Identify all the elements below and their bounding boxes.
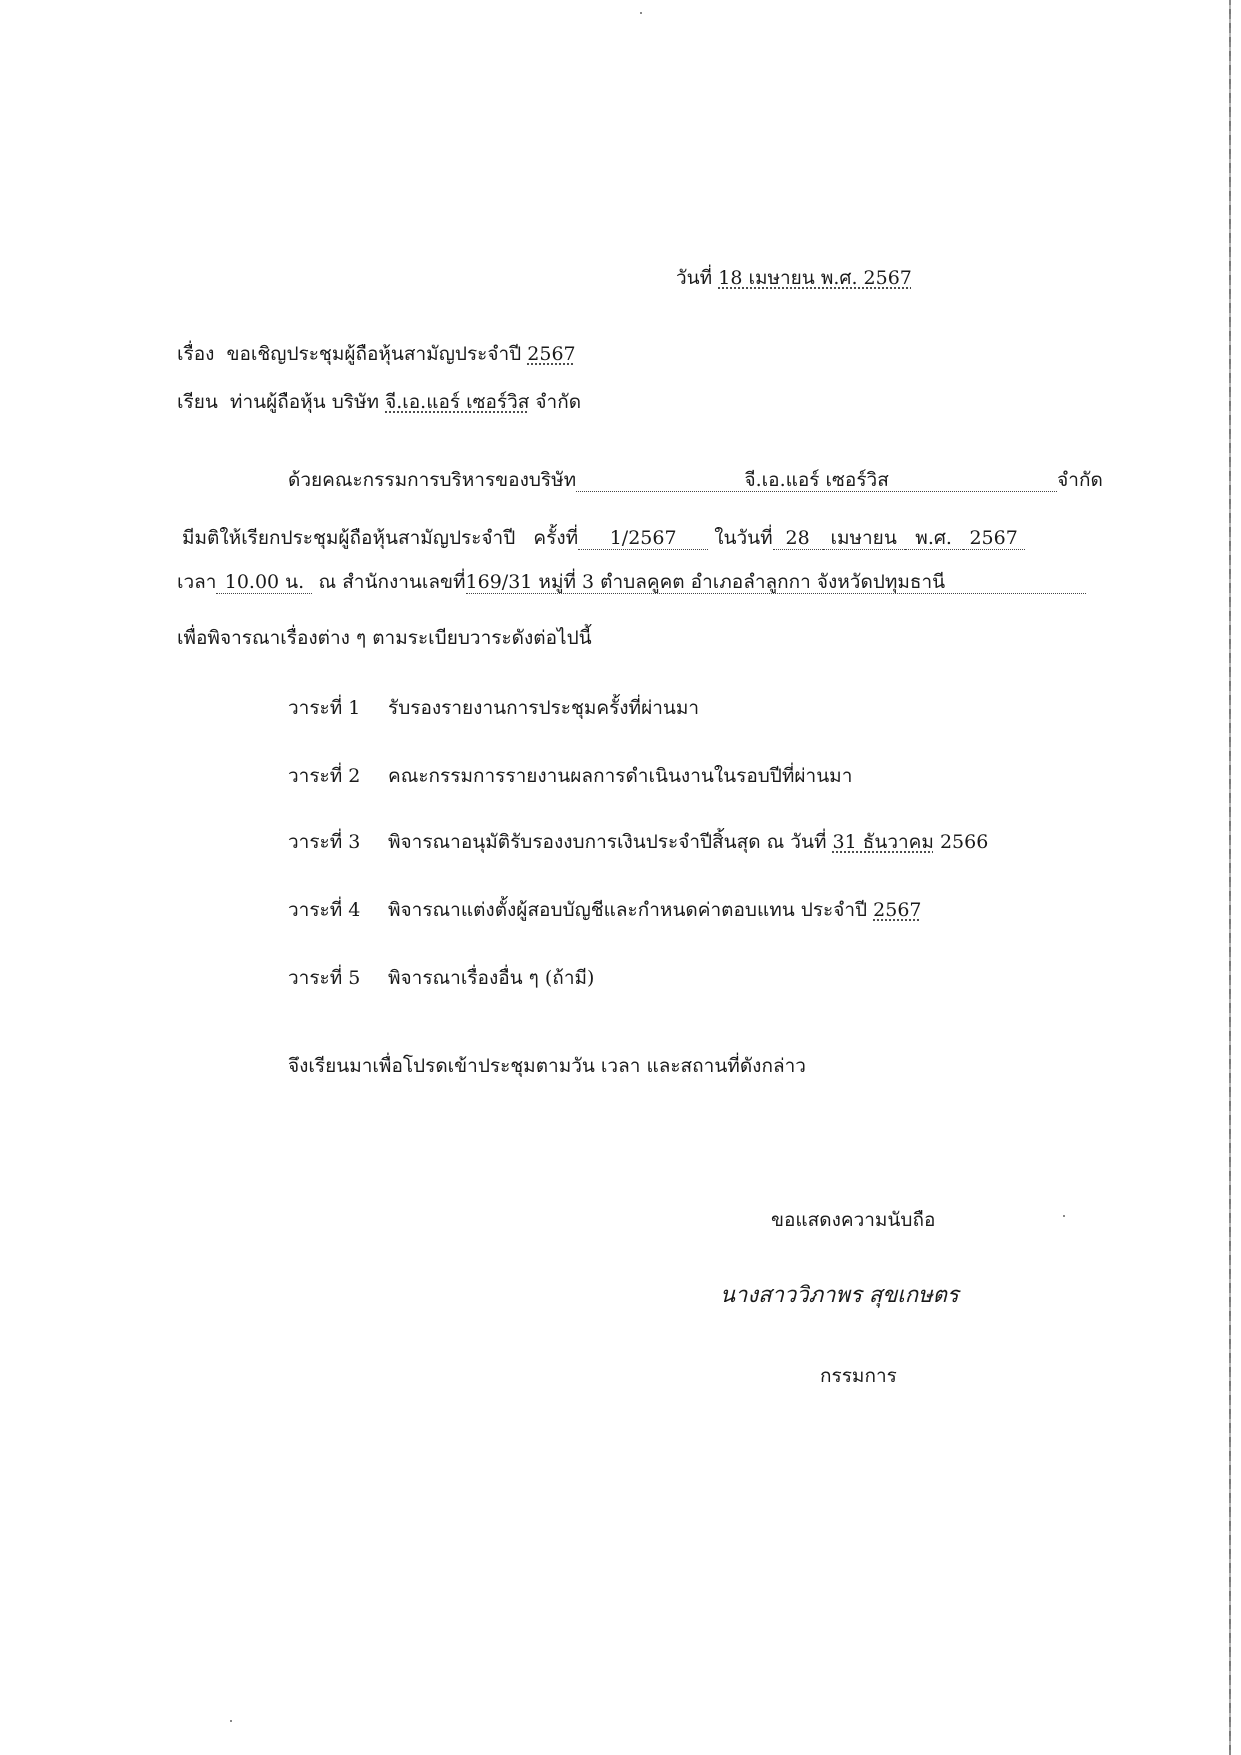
closing-text: จึงเรียนมาเพื่อโปรดเข้าประชุมตามวัน เวลา และสถานที่ดังกล่าว xyxy=(288,1055,806,1077)
meeting-time: 10.00 น. xyxy=(216,571,312,594)
agenda-number: วาระที่ 4 xyxy=(288,899,361,921)
agenda-number: วาระที่ 2 xyxy=(288,765,361,787)
agenda-number: วาระที่ 1 xyxy=(288,697,361,719)
closing-line xyxy=(288,1054,806,1078)
place-label: ณ สำนักงานเลขที่ xyxy=(318,571,466,593)
body-resolution: มีมติให้เรียกประชุมผู้ถือหุ้นสามัญประจำปี xyxy=(182,527,516,549)
meeting-no-label: ครั้งที่ xyxy=(533,527,579,549)
body-line-2 xyxy=(182,526,1025,550)
recipient-text: ท่านผู้ถือหุ้น บริษัท xyxy=(229,391,380,413)
scan-speck xyxy=(1063,1215,1065,1217)
subject-year: 2567 xyxy=(527,343,576,365)
meeting-no: 1/2567 xyxy=(578,527,708,550)
agenda-text: พิจารณาเรื่องอื่น ๆ (ถ้ามี) xyxy=(388,967,595,989)
agenda-text: พิจารณาแต่งตั้งผู้สอบบัญชีและกำหนดค่าตอบแทน ประจำปี xyxy=(388,899,868,921)
position-text: กรรมการ xyxy=(820,1365,897,1387)
recipient-line xyxy=(177,390,581,414)
scan-speck xyxy=(640,12,642,14)
meeting-era: พ.ศ. xyxy=(905,527,963,550)
scan-edge xyxy=(1229,0,1231,1755)
recipient-suffix: จำกัด xyxy=(535,391,582,413)
body-intro: ด้วยคณะกรรมการบริหารของบริษัท xyxy=(288,469,577,491)
agenda-text: รับรองรายงานการประชุมครั้งที่ผ่านมา xyxy=(388,697,700,719)
time-label: เวลา xyxy=(177,571,217,593)
signer-name xyxy=(720,1284,959,1308)
agenda-item xyxy=(288,898,922,922)
meeting-year: 2567 xyxy=(963,527,1025,550)
agenda-text: คณะกรรมการรายงานผลการดำเนินงานในรอบปีที่ผ่านมา xyxy=(388,765,853,787)
meeting-month: เมษายน xyxy=(823,527,905,550)
body-line-4 xyxy=(177,626,592,650)
body-company: จี.เอ.แอร์ เซอร์วิส xyxy=(576,469,1057,492)
meeting-day: 28 xyxy=(773,527,823,550)
agenda-date: 31 ธันวาคม xyxy=(832,831,934,853)
agenda-number: วาระที่ 3 xyxy=(288,831,361,853)
body-line-1 xyxy=(288,468,1135,492)
recipient-label: เรียน xyxy=(177,391,218,413)
agenda-item xyxy=(288,764,852,788)
date-value: 18 เมษายน พ.ศ. 2567 xyxy=(718,267,912,289)
signer-position xyxy=(820,1364,897,1388)
signer-text: นางสาววิภาพร สุขเกษตร xyxy=(720,1283,959,1308)
scan-speck xyxy=(230,1720,232,1722)
recipient-company: จี.เอ.แอร์ เซอร์วิส xyxy=(385,391,530,413)
regards-text: ขอแสดงความนับถือ xyxy=(771,1209,936,1231)
date-label: วันที่ xyxy=(676,267,713,289)
agenda-text: พิจารณาอนุมัติรับรองงบการเงินประจำปีสิ้นสุด ณ วันที่ xyxy=(388,831,827,853)
agenda-item xyxy=(288,966,594,990)
agenda-intro: เพื่อพิจารณาเรื่องต่าง ๆ ตามระเบียบวาระดังต่อไปนี้ xyxy=(177,627,592,649)
body-company-suffix: จำกัด xyxy=(1057,469,1103,491)
subject-text: ขอเชิญประชุมผู้ถือหุ้นสามัญประจำปี xyxy=(226,343,522,365)
agenda-year: 2567 xyxy=(873,899,922,921)
regards xyxy=(771,1208,935,1232)
subject-label: เรื่อง xyxy=(177,343,215,365)
date-line xyxy=(676,266,912,290)
meeting-date-label: ในวันที่ xyxy=(714,527,773,549)
agenda-item xyxy=(288,830,988,854)
subject-line xyxy=(177,342,576,366)
agenda-number: วาระที่ 5 xyxy=(288,967,361,989)
agenda-year: 2566 xyxy=(939,831,989,853)
body-line-3 xyxy=(177,570,1086,594)
agenda-item xyxy=(288,696,699,720)
meeting-place: 169/31 หมู่ที่ 3 ตำบลคูคต อำเภอลำลูกกา จังหวัดปทุมธานี xyxy=(466,571,1086,594)
